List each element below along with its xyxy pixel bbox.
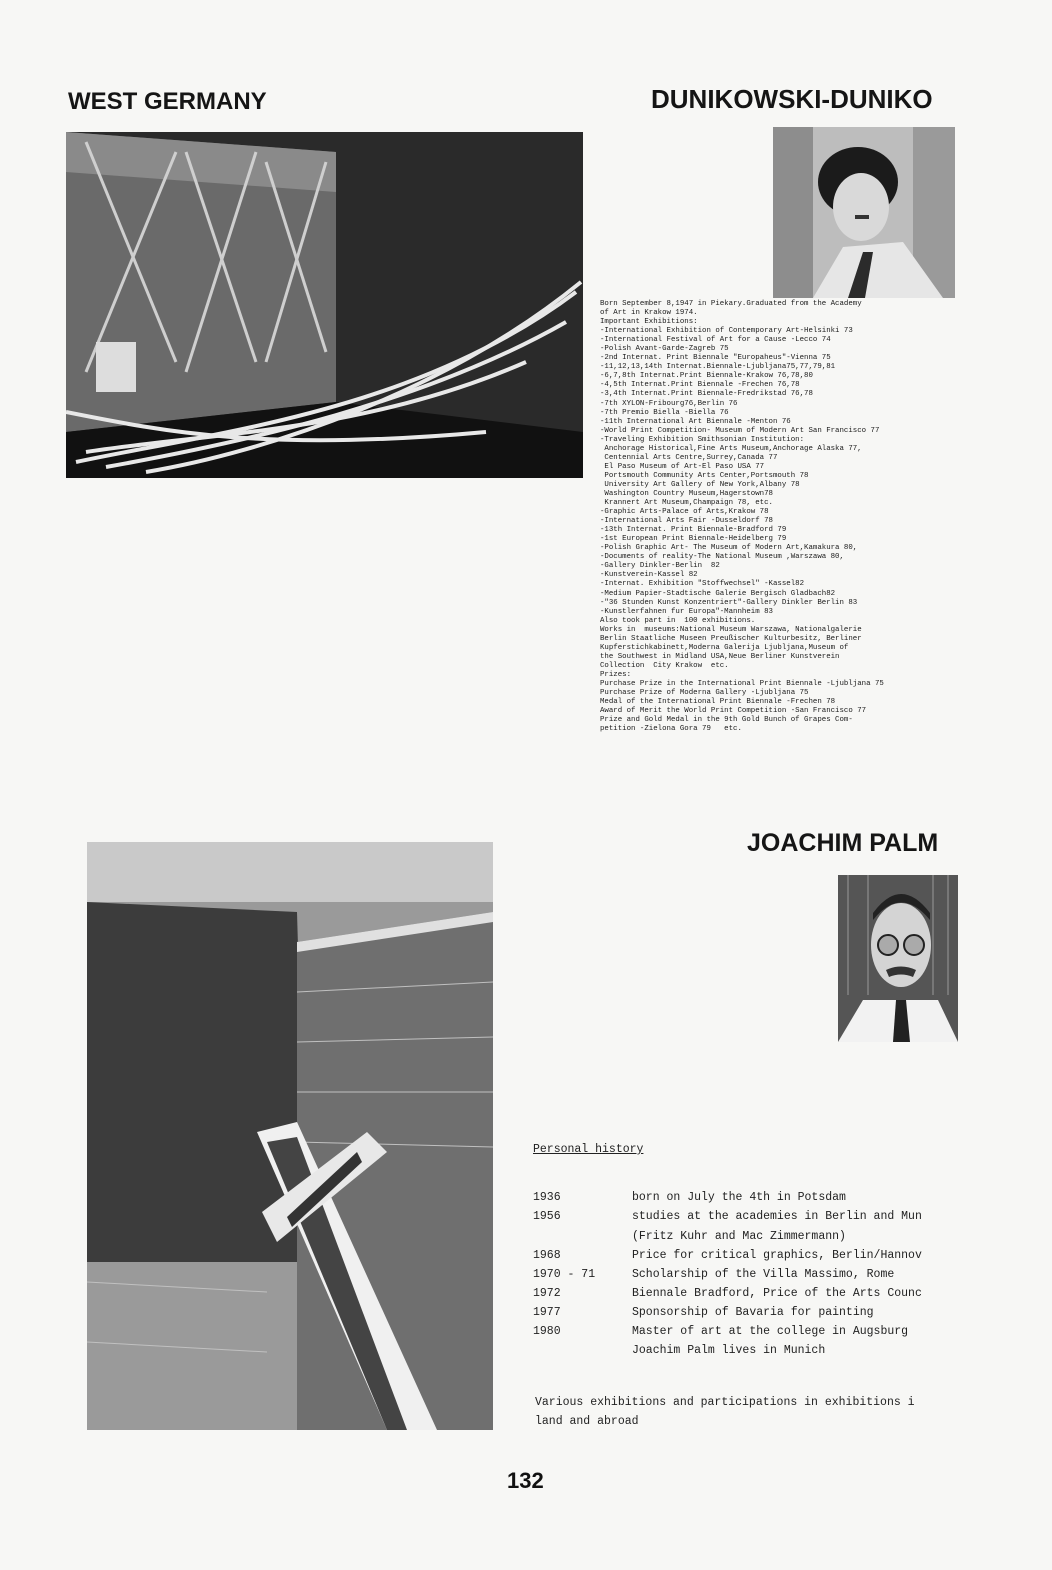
bio-line: University Art Gallery of New York,Albany 78	[600, 480, 800, 489]
artwork-photo-installation	[66, 132, 583, 478]
page-number: 132	[507, 1468, 544, 1493]
bio-line: -Graphic Arts-Palace of Arts,Krakow 78	[600, 508, 769, 517]
bio-line: Purchase Prize in the International Print Biennale -Ljubljana 75	[600, 679, 884, 688]
history-year: 1980	[533, 1325, 561, 1338]
bio-line: Works in museums:National Museum Warszawa, Nationalgalerie	[600, 625, 862, 634]
bio-line: -Traveling Exhibition Smithsonian Institution:	[600, 435, 805, 444]
bio-line: -Documents of reality-The National Museum ,Warszawa 80,	[600, 553, 844, 562]
bio-line: -Gallery Dinkler-Berlin 82	[600, 562, 720, 571]
bio-line: petition -Zielona Gora 79 etc.	[600, 725, 742, 734]
history-text: Joachim Palm lives in Munich	[632, 1344, 826, 1357]
artist-name-dunikowski: DUNIKOWSKI-DUNIKO	[651, 84, 933, 114]
bio-line: the Southwest in Midland USA,Neue Berliner Kunstverein	[600, 652, 840, 661]
bio-line: -1st European Print Biennale-Heidelberg 79	[600, 535, 787, 544]
artwork-photo-etching	[87, 842, 493, 1430]
bio-line: -Kunstverein-Kassel 82	[600, 571, 698, 580]
bio-line: -Polish Avant-Garde-Zagreb 75	[600, 345, 729, 354]
bio-line: El Paso Museum of Art-El Paso USA 77	[600, 462, 765, 471]
bio-line: -Medium Papier-Stadtische Galerie Bergisch Gladbach82	[600, 589, 836, 598]
country-heading: WEST GERMANY	[68, 88, 267, 115]
bio-line: of Art in Krakow 1974.	[600, 309, 698, 318]
bio-line: Anchorage Historical,Fine Arts Museum,Anchorage Alaska 77,	[600, 444, 862, 453]
exhibitions-note-line-2: land and abroad	[535, 1415, 639, 1428]
bio-line: -4,5th Internat.Print Biennale -Frechen 76,78	[600, 381, 800, 390]
bio-line: Prizes:	[600, 670, 632, 679]
bio-line: -13th Internat. Print Biennale-Bradford 79	[600, 526, 787, 535]
bio-line: Medal of the International Print Biennale -Frechen 78	[600, 698, 836, 707]
bio-line: Purchase Prize of Moderna Gallery -Ljubljana 75	[600, 689, 809, 698]
bio-line: Born September 8,1947 in Piekary.Graduated from the Academy	[600, 300, 862, 308]
history-text: born on July the 4th in Potsdam	[632, 1191, 846, 1204]
bio-line: -6,7,8th Internat.Print Biennale-Krakow 76,78,80	[600, 372, 813, 381]
bio-line: Prize and Gold Medal in the 9th Gold Bunch of Grapes Com-	[600, 716, 853, 725]
exhibitions-note-line-1: Various exhibitions and participations in exhibitions i	[535, 1396, 915, 1409]
bio-line: -7th XYLON-Fribourg76,Berlin 76	[600, 399, 738, 408]
bio-line: Berlin Staatliche Museen Preußischer Kulturbesitz, Berliner	[600, 634, 862, 643]
portrait-photo-palm	[838, 875, 958, 1042]
history-year: 1977	[533, 1306, 561, 1319]
history-year: 1936	[533, 1191, 561, 1204]
bio-line: -World Print Competition- Museum of Modern Art San Francisco 77	[600, 426, 880, 435]
history-year: 1970 - 71	[533, 1268, 596, 1281]
history-text: Biennale Bradford, Price of the Arts Counc	[632, 1287, 922, 1300]
bio-line: Collection City Krakow etc.	[600, 661, 729, 670]
history-text: Scholarship of the Villa Massimo, Rome	[632, 1268, 895, 1281]
bio-line: -11,12,13,14th Internat.Biennale-Ljubljana75,77,79,81	[600, 363, 836, 372]
bio-line: -2nd Internat. Print Biennale "Europaheus"-Vienna 75	[600, 354, 831, 363]
bio-line: -International Festival of Art for a Cause -Lecco 74	[600, 336, 831, 345]
history-year: 1968	[533, 1249, 561, 1262]
bio-line: -11th International Art Biennale -Menton 76	[600, 417, 791, 426]
artist-name-palm: JOACHIM PALM	[747, 829, 939, 857]
bio-line: Important Exhibitions:	[600, 318, 698, 327]
bio-line: -Internat. Exhibition "Stoffwechsel" -Kassel82	[600, 580, 805, 589]
artist-bio-text	[600, 300, 970, 734]
bio-line: Award of Merit the World Print Competition -San Francisco 77	[600, 707, 867, 716]
bio-line: Also took part in 100 exhibitions.	[600, 616, 756, 625]
bio-line: -International Exhibition of Contemporary Art-Helsinki 73	[600, 327, 853, 336]
bio-line: -Polish Graphic Art- The Museum of Modern Art,Kamakura 80,	[600, 544, 858, 553]
history-text: Price for critical graphics, Berlin/Hannov	[632, 1249, 922, 1262]
bio-line: -3,4th Internat.Print Biennale-Fredrikstad 76,78	[600, 390, 813, 399]
bio-line: -"36 Stunden Kunst Konzentriert"-Gallery Dinkler Berlin 83	[600, 598, 858, 607]
history-year: 1972	[533, 1287, 561, 1300]
history-text: Sponsorship of Bavaria for painting	[632, 1306, 874, 1319]
portrait-photo-dunikowski	[773, 127, 955, 298]
bio-line: Krannert Art Museum,Champaign 78, etc.	[600, 499, 773, 508]
bio-line: -7th Premio Biella -Biella 76	[600, 408, 729, 417]
bio-line: Washington Country Museum,Hagerstown78	[600, 489, 773, 498]
bio-line: -International Arts Fair -Dusseldorf 78	[600, 517, 773, 526]
bio-line: -Kunstlerfahnen fur Europa"-Mannheim 83	[600, 607, 773, 616]
bio-line: Kupferstichkabinett,Moderna Galerija Ljubljana,Museum of	[600, 643, 849, 652]
history-text: Master of art at the college in Augsburg	[632, 1325, 909, 1338]
bio-line: Portsmouth Community Arts Center,Portsmouth 78	[600, 471, 809, 480]
history-year: 1956	[533, 1210, 561, 1223]
personal-history-heading: Personal history	[533, 1143, 644, 1156]
history-text: studies at the academies in Berlin and Mun	[632, 1210, 922, 1223]
history-text: (Fritz Kuhr and Mac Zimmermann)	[632, 1230, 846, 1243]
bio-line: Centennial Arts Centre,Surrey,Canada 77	[600, 453, 778, 462]
